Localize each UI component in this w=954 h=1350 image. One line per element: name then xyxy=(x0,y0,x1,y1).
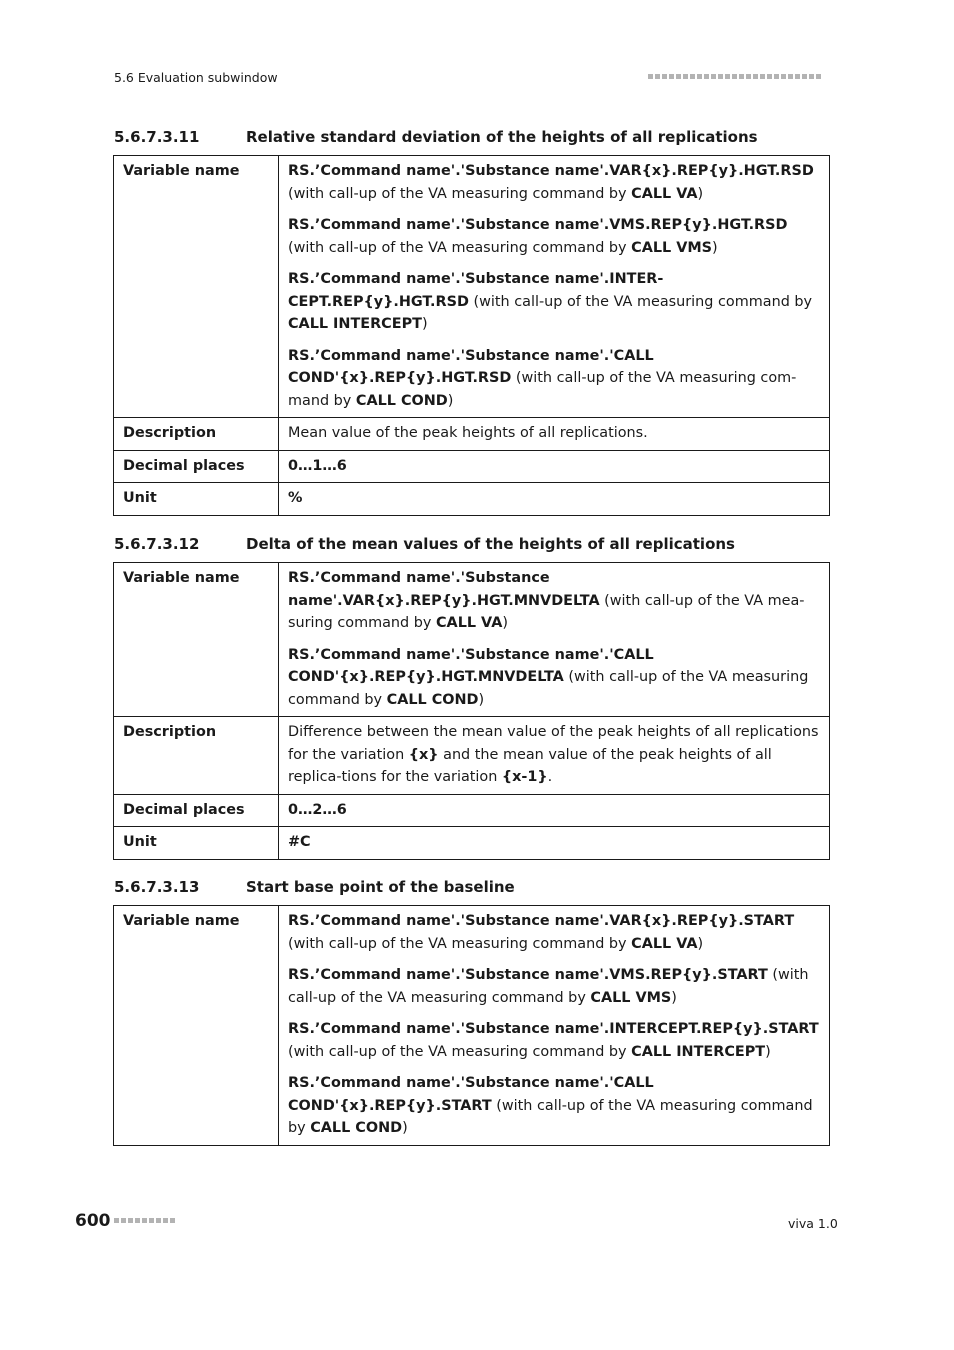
entry-text: ) xyxy=(697,935,704,952)
variable-table xyxy=(113,155,830,516)
variable-table xyxy=(113,905,830,1146)
entry-text: ) xyxy=(697,185,704,202)
row-value: Mean value of the peak heights of all replications. xyxy=(279,418,830,451)
row-value: % xyxy=(279,483,830,516)
row-value: 0…1…6 xyxy=(279,450,830,483)
variable-name: RS.’Command name'.'Substance name'.'CALL COND'{x}.REP{y}.HGT.MNVDELTA xyxy=(288,646,654,685)
entry-text: (with call-up of the VA measuring command by xyxy=(288,239,632,256)
header-dots-decoration xyxy=(648,74,821,79)
table-row xyxy=(114,418,830,451)
variable-entry xyxy=(288,1072,820,1140)
row-value xyxy=(279,906,830,1146)
table-row xyxy=(114,563,830,717)
section-heading xyxy=(114,878,515,896)
row-value xyxy=(279,563,830,717)
entry-text: ) xyxy=(478,691,485,708)
table-row xyxy=(114,156,830,418)
command-name: CALL COND xyxy=(355,392,448,409)
variable-name: RS.’Command name'.'Substance name'.VAR{x}.REP{y}.HGT.MNVDELTA xyxy=(288,570,600,609)
table-row xyxy=(114,794,830,827)
entry-text: (with call-up of the VA measuring command by xyxy=(288,669,809,708)
variable-name: RS.’Command name'.'Substance name'.'CALL COND'{x}.REP{y}.HGT.RSD xyxy=(288,347,654,386)
variable-token: {x} xyxy=(408,746,439,763)
variable-name: RS.’Command name'.'Substance name'.VMS.REP{y}.START xyxy=(288,967,768,983)
row-label: Unit xyxy=(114,827,279,860)
variable-name: RS.’Command name'.'Substance name'.VAR{x}.REP{y}.HGT.RSD xyxy=(288,163,814,179)
command-name: CALL COND xyxy=(386,691,479,708)
entry-text: ) xyxy=(447,392,454,409)
row-value: #C xyxy=(279,827,830,860)
variable-entry xyxy=(288,345,820,413)
command-name: CALL VA xyxy=(631,935,698,952)
entry-text: ) xyxy=(502,615,508,631)
description-text: . xyxy=(547,769,553,785)
section-number: 5.6.7.3.12 xyxy=(114,535,200,553)
table-row xyxy=(114,483,830,516)
variable-name: RS.’Command name'.'Substance name'.VAR{x}.REP{y}.START xyxy=(288,913,795,929)
row-value xyxy=(279,156,830,418)
variable-token: {x-1} xyxy=(501,769,548,785)
variable-entry xyxy=(288,214,820,259)
section-heading xyxy=(114,535,735,553)
entry-text: (with call-up of the VA measuring command by xyxy=(288,967,809,1006)
row-value xyxy=(279,717,830,795)
command-name: CALL VMS xyxy=(631,239,713,256)
command-name: CALL INTERCEPT xyxy=(631,1043,766,1060)
entry-text: (with call-up of the VA measuring command by xyxy=(288,1043,632,1060)
row-label: Description xyxy=(114,717,279,795)
variable-entry xyxy=(288,567,820,635)
command-name: CALL COND xyxy=(310,1120,403,1136)
entry-text: ) xyxy=(671,989,677,1006)
footer-dots-decoration xyxy=(114,1218,175,1223)
section-heading xyxy=(114,128,758,146)
variable-name: RS.’Command name'.'Substance name'.VMS.REP{y}.HGT.RSD xyxy=(288,217,788,233)
variable-entry xyxy=(288,1018,820,1063)
section-number: 5.6.7.3.11 xyxy=(114,128,200,146)
product-version: viva 1.0 xyxy=(788,1216,838,1231)
row-label: Description xyxy=(114,418,279,451)
entry-text: (with call-up of the VA mea-suring command by xyxy=(288,592,805,631)
variable-entry xyxy=(288,268,820,336)
row-label: Decimal places xyxy=(114,794,279,827)
row-label: Variable name xyxy=(114,156,279,418)
description-text: Difference between the mean value of the peak heights of all replications for the variation xyxy=(288,724,819,763)
section-title: Start base point of the baseline xyxy=(246,878,515,896)
section-title: Relative standard deviation of the heights of all replications xyxy=(246,128,758,146)
variable-name: RS.’Command name'.'Substance name'.INTERCEPT.REP{y}.START xyxy=(288,1021,819,1037)
variable-entry xyxy=(288,910,820,955)
description-text: and the mean value of the peak heights of all replica-tions for the variation xyxy=(288,746,772,785)
variable-name: RS.’Command name'.'Substance name'.INTER-CEPT.REP{y}.HGT.RSD xyxy=(288,271,664,310)
variable-entry xyxy=(288,964,820,1009)
row-value: 0…2…6 xyxy=(279,794,830,827)
table-row xyxy=(114,717,830,795)
entry-text: (with call-up of the VA measuring command by xyxy=(468,293,813,310)
entry-text: ) xyxy=(712,239,718,256)
row-label: Unit xyxy=(114,483,279,516)
variable-name: RS.’Command name'.'Substance name'.'CALL COND'{x}.REP{y}.START xyxy=(288,1075,654,1114)
table-row xyxy=(114,827,830,860)
entry-text: (with call-up of the VA measuring command by xyxy=(288,935,632,952)
section-number: 5.6.7.3.13 xyxy=(114,878,200,896)
table-row xyxy=(114,450,830,483)
variable-entry xyxy=(288,644,820,712)
table-row xyxy=(114,906,830,1146)
entry-text: ) xyxy=(421,316,428,332)
entry-text: (with call-up of the VA measuring com-mand by xyxy=(288,370,797,409)
entry-text: ) xyxy=(402,1120,408,1136)
running-header: 5.6 Evaluation subwindow xyxy=(114,70,278,85)
command-name: CALL VMS xyxy=(590,989,672,1006)
entry-text: (with call-up of the VA measuring command by xyxy=(288,185,632,202)
row-label: Variable name xyxy=(114,906,279,1146)
entry-text: (with call-up of the VA measuring command by xyxy=(288,1097,813,1136)
command-name: CALL VA xyxy=(631,185,698,202)
section-title: Delta of the mean values of the heights of all replications xyxy=(246,535,735,553)
entry-text: ) xyxy=(765,1043,771,1060)
variable-entry xyxy=(288,160,820,205)
row-label: Variable name xyxy=(114,563,279,717)
page-number: 600 xyxy=(75,1211,111,1231)
row-label: Decimal places xyxy=(114,450,279,483)
command-name: CALL VA xyxy=(436,615,503,631)
variable-table xyxy=(113,562,830,860)
command-name: CALL INTERCEPT xyxy=(288,316,422,332)
